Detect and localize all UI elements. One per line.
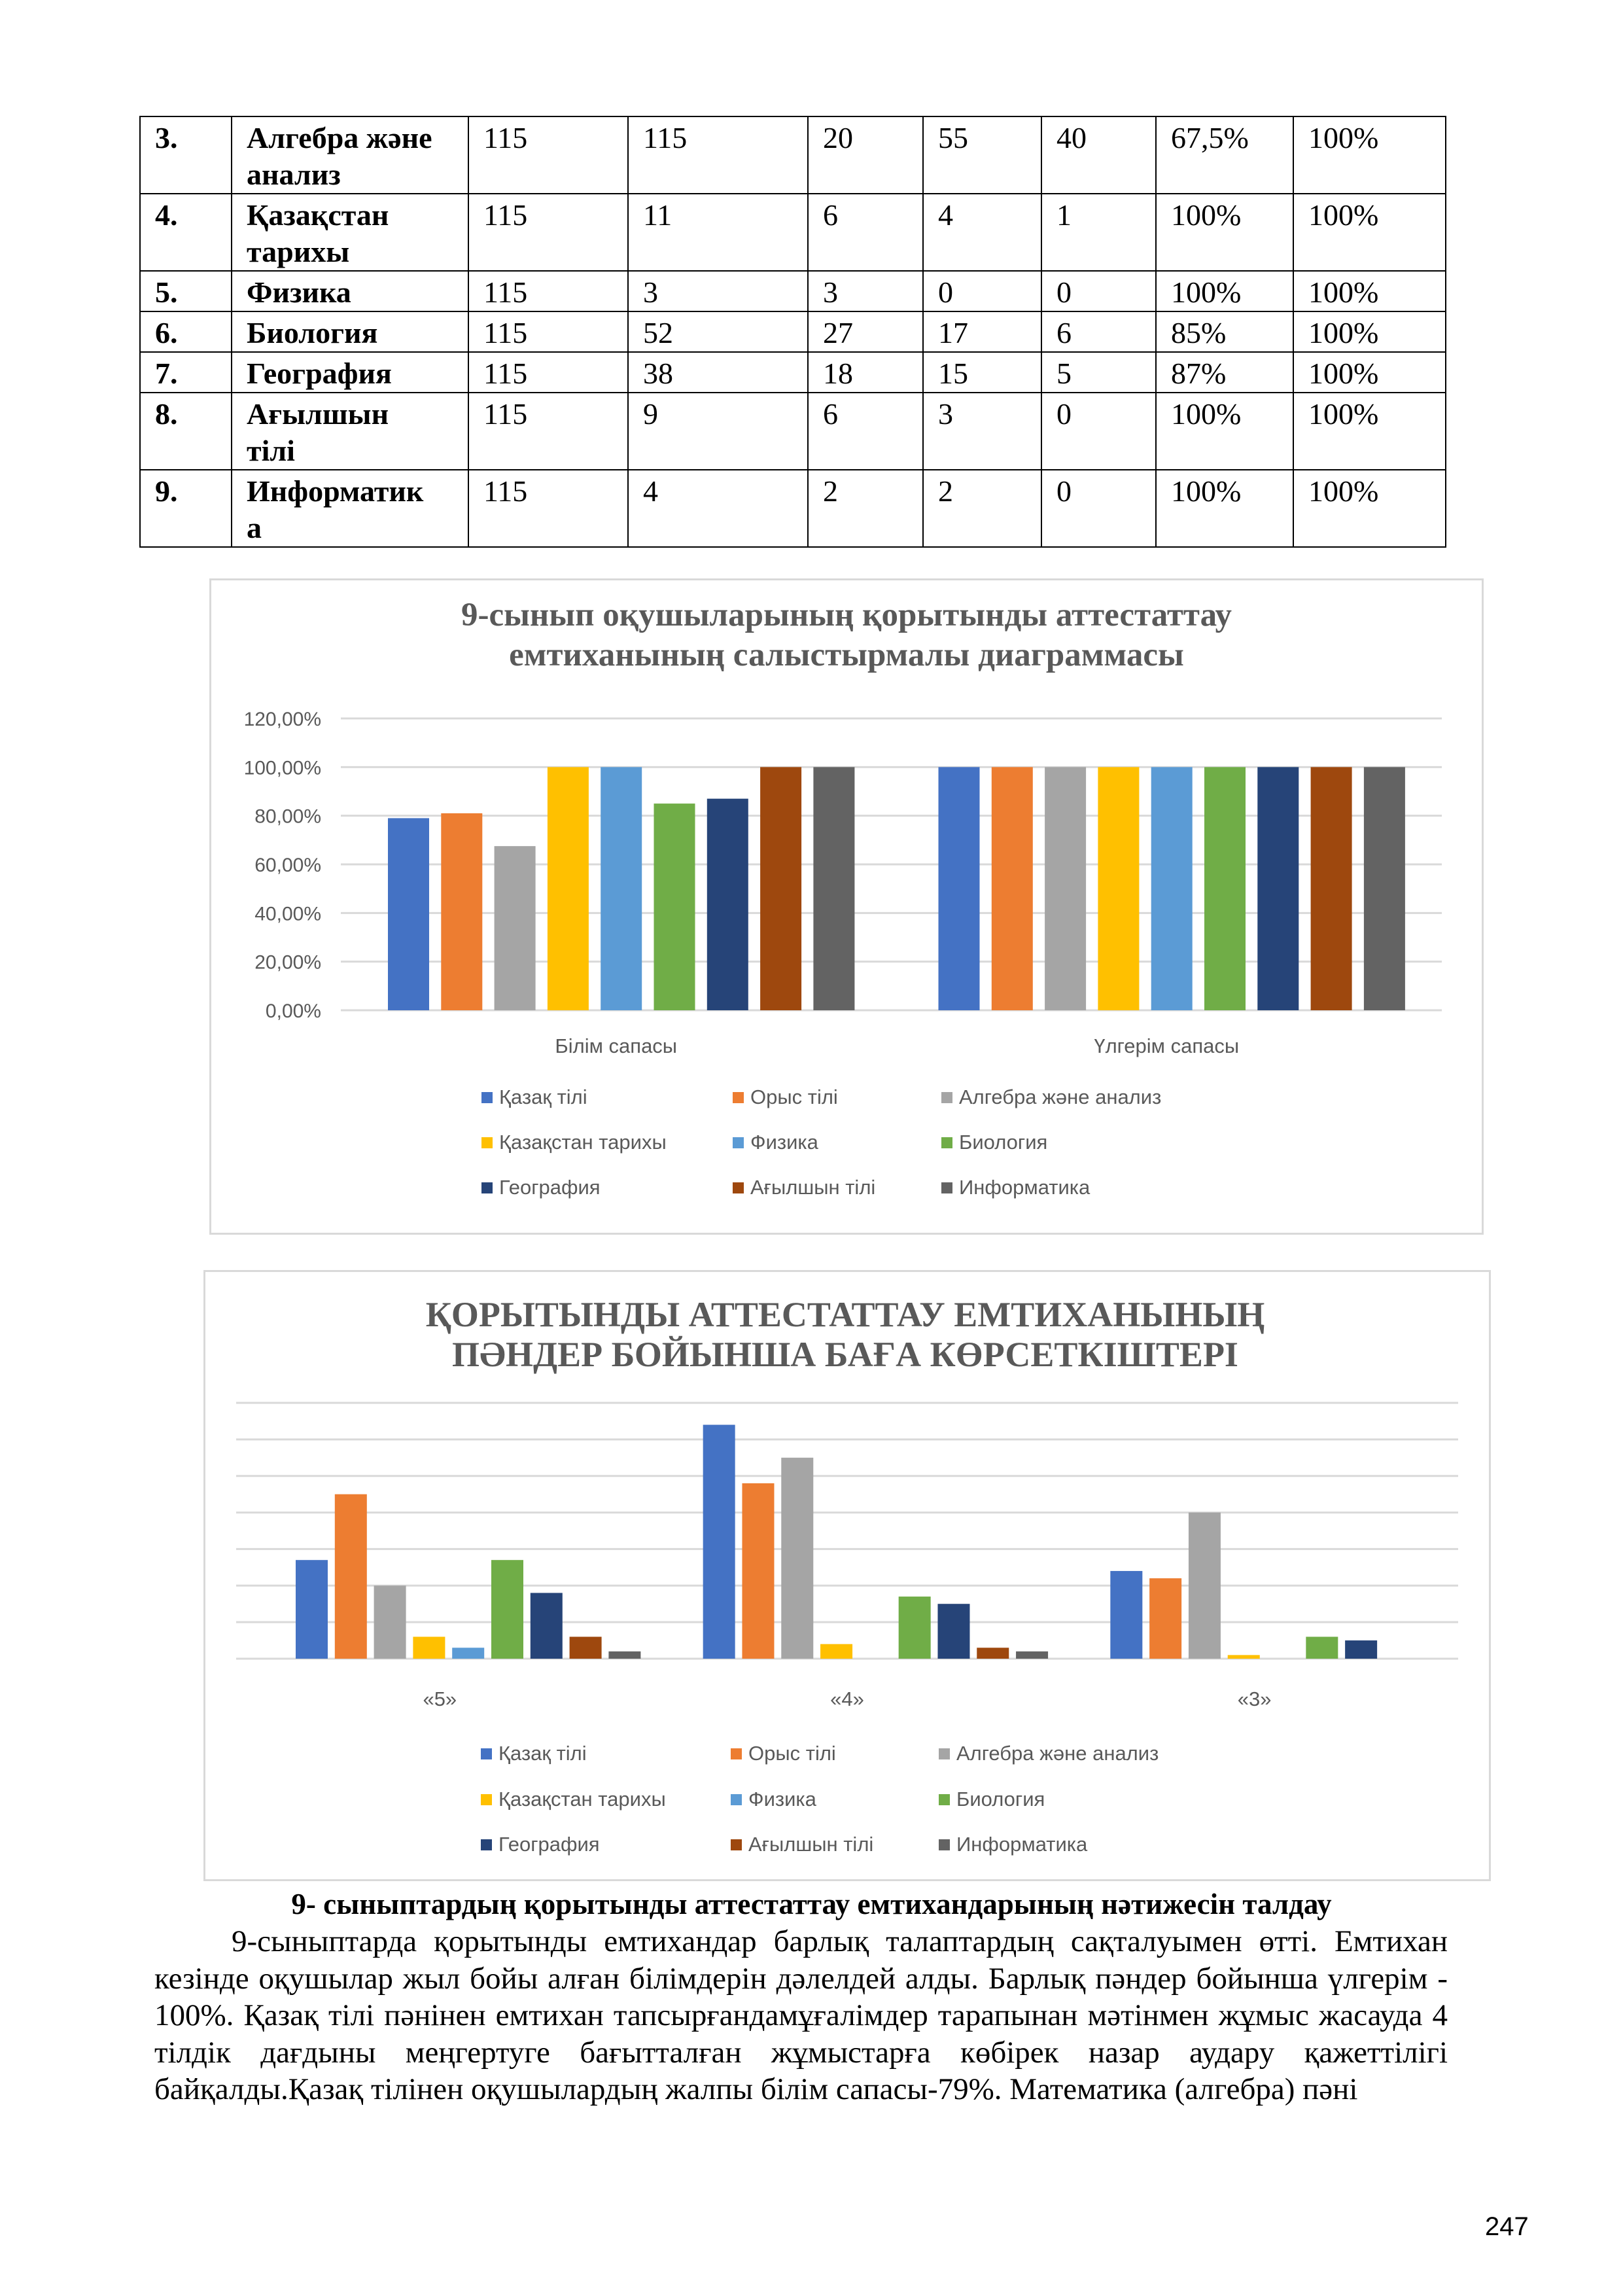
value-cell: 55 xyxy=(923,116,1041,194)
value-cell: 100% xyxy=(1293,352,1446,393)
subject-line: География xyxy=(247,357,392,390)
y-tick-label: 20,00% xyxy=(254,951,321,974)
value-cell: 100% xyxy=(1156,194,1293,271)
y-tick-label: 60,00% xyxy=(254,855,321,876)
subject-cell xyxy=(232,470,468,547)
bar xyxy=(413,1636,445,1659)
y-tick-label: 80,00% xyxy=(254,805,321,828)
quality-comparison-chart xyxy=(209,578,1484,1235)
legend-label: Орыс тілі xyxy=(750,1086,838,1108)
bar xyxy=(608,1651,640,1659)
bar xyxy=(1149,1578,1181,1659)
bar xyxy=(1257,767,1299,1010)
y-tick-label: 40,00% xyxy=(254,903,321,925)
legend-label: География xyxy=(499,1176,601,1199)
value-cell: 52 xyxy=(628,311,808,352)
bar xyxy=(1311,767,1352,1010)
legend-swatch xyxy=(733,1137,744,1148)
value-cell: 115 xyxy=(468,393,628,470)
bar xyxy=(707,799,748,1010)
table-row xyxy=(140,393,1446,470)
value-cell: 100% xyxy=(1156,470,1293,547)
subject-line: Қазақстан xyxy=(247,198,389,232)
bar xyxy=(760,767,801,1010)
legend-label: Қазақстан тарихы xyxy=(499,1131,667,1154)
value-cell: 100% xyxy=(1293,393,1446,470)
category-label: «4» xyxy=(830,1687,864,1710)
legend-swatch xyxy=(733,1182,744,1193)
subject-line: тілі xyxy=(247,434,295,467)
value-cell: 0 xyxy=(1041,393,1156,470)
legend-label: География xyxy=(498,1833,600,1856)
bar xyxy=(1306,1636,1338,1659)
subject-cell xyxy=(232,352,468,393)
value-cell: 20 xyxy=(808,116,923,194)
value-cell: 15 xyxy=(923,352,1041,393)
bar xyxy=(1345,1640,1377,1659)
chart-title-line: ПӘНДЕР БОЙЫНША БАҒА КӨРСЕТКІШТЕРІ xyxy=(452,1335,1238,1374)
legend-swatch xyxy=(941,1182,952,1193)
value-cell: 100% xyxy=(1156,271,1293,311)
bar xyxy=(335,1494,367,1659)
legend-label: Қазақ тілі xyxy=(498,1742,587,1765)
legend-label: Физика xyxy=(750,1131,818,1154)
value-cell: 87% xyxy=(1156,352,1293,393)
bar xyxy=(570,1636,602,1659)
value-cell: 100% xyxy=(1293,470,1446,547)
value-cell: 0 xyxy=(1041,470,1156,547)
category-label: Үлгерім сапасы xyxy=(1094,1034,1240,1057)
bar xyxy=(977,1648,1009,1659)
grade-distribution-chart-svg xyxy=(205,1272,1489,1879)
value-cell: 115 xyxy=(468,194,628,271)
y-tick-label: 120,00% xyxy=(243,709,321,730)
subject-cell xyxy=(232,311,468,352)
bar xyxy=(1016,1651,1048,1659)
table-row xyxy=(140,194,1446,271)
table-body xyxy=(140,116,1446,547)
legend-swatch xyxy=(731,1748,742,1759)
value-cell: 100% xyxy=(1293,311,1446,352)
subject-cell xyxy=(232,116,468,194)
bar xyxy=(388,818,429,1010)
chart-title-line: 9-сынып оқушыларының қорытынды аттестаттау xyxy=(461,597,1232,633)
bar xyxy=(992,767,1033,1010)
table-row xyxy=(140,271,1446,311)
subject-line: а xyxy=(247,511,262,544)
legend-label: Информатика xyxy=(959,1176,1091,1199)
subject-line: Ағылшын xyxy=(247,397,389,431)
value-cell: 5 xyxy=(1041,352,1156,393)
row-number-cell: 3. xyxy=(140,116,232,194)
row-number-cell: 4. xyxy=(140,194,232,271)
value-cell: 6 xyxy=(808,194,923,271)
value-cell: 100% xyxy=(1293,194,1446,271)
value-cell: 9 xyxy=(628,393,808,470)
subject-line: Информатик xyxy=(247,474,424,508)
legend-swatch xyxy=(939,1839,950,1850)
value-cell: 115 xyxy=(468,271,628,311)
row-number-cell: 9. xyxy=(140,470,232,547)
legend-swatch xyxy=(939,1748,950,1759)
value-cell: 6 xyxy=(1041,311,1156,352)
subject-cell xyxy=(232,393,468,470)
section-heading: 9- сыныптардың қорытынды аттестаттау емтихандарының нәтижесін талдау xyxy=(291,1888,1332,1920)
legend-label: Биология xyxy=(959,1131,1048,1154)
table-row xyxy=(140,116,1446,194)
bar xyxy=(939,767,980,1010)
value-cell: 2 xyxy=(923,470,1041,547)
legend-swatch xyxy=(941,1092,952,1103)
bar xyxy=(495,846,536,1010)
value-cell: 100% xyxy=(1293,116,1446,194)
bar xyxy=(820,1644,852,1659)
bar xyxy=(1204,767,1246,1010)
value-cell: 11 xyxy=(628,194,808,271)
subject-line: Биология xyxy=(247,316,378,349)
row-number-cell: 7. xyxy=(140,352,232,393)
table-row xyxy=(140,311,1446,352)
legend-swatch xyxy=(481,1748,492,1759)
quality-comparison-chart-svg xyxy=(211,580,1482,1233)
table-row xyxy=(140,470,1446,547)
page-number: 247 xyxy=(1485,2212,1529,2241)
row-number-cell: 8. xyxy=(140,393,232,470)
value-cell: 0 xyxy=(1041,271,1156,311)
subject-line: тарихы xyxy=(247,235,350,268)
y-tick-label: 0,00% xyxy=(265,1000,321,1022)
table-row xyxy=(140,352,1446,393)
category-label: Білім сапасы xyxy=(555,1034,678,1057)
legend-label: Биология xyxy=(956,1788,1045,1810)
bar xyxy=(1110,1571,1142,1659)
value-cell: 100% xyxy=(1156,393,1293,470)
legend-swatch xyxy=(481,1092,493,1103)
bar xyxy=(781,1458,813,1659)
legend-label: Физика xyxy=(748,1788,816,1810)
value-cell: 115 xyxy=(468,470,628,547)
y-tick-label: 100,00% xyxy=(243,757,321,779)
value-cell: 27 xyxy=(808,311,923,352)
legend-swatch xyxy=(481,1839,492,1850)
value-cell: 3 xyxy=(808,271,923,311)
value-cell: 0 xyxy=(923,271,1041,311)
bar xyxy=(937,1604,969,1659)
legend-swatch xyxy=(481,1794,492,1805)
body-text: 9-сыныптарда қорытынды емтихандар барлық талаптардың сақталуымен өтті. Емтихан кезінде оқушылар жыл бойы алған білімдерін дәлелдей алды. Барлық пәндер бойынша үлгерім - 100%. Қазақ тілі пәнінен емтихан тапсырғандамұғалімдер тарапынан мәтінмен жұмыс жасауда 4 тілдік дағдыны меңгертуге бағытталған жұмыстарға көбірек назар аудару қажеттілігі байқалды.Қазақ тілінен оқушылардың жалпы білім сапасы-79%. Математика (алгебра) пәні xyxy=(154,1924,1448,2106)
legend-swatch xyxy=(941,1137,952,1148)
chart-title-line: ҚОРЫТЫНДЫ АТТЕСТАТТАУ ЕМТИХАНЫНЫҢ xyxy=(425,1295,1265,1334)
bar xyxy=(296,1560,328,1659)
subject-line: анализ xyxy=(247,158,341,191)
bar xyxy=(1189,1513,1221,1659)
value-cell: 3 xyxy=(628,271,808,311)
legend-label: Алгебра және анализ xyxy=(956,1742,1159,1765)
subject-line: Алгебра және xyxy=(247,121,432,154)
row-number-cell: 6. xyxy=(140,311,232,352)
category-label: «3» xyxy=(1237,1687,1272,1710)
legend-label: Ағылшын тілі xyxy=(748,1833,874,1856)
bar xyxy=(654,804,695,1010)
bar xyxy=(1151,767,1193,1010)
bar xyxy=(742,1483,774,1659)
value-cell: 3 xyxy=(923,393,1041,470)
bar xyxy=(1098,767,1139,1010)
legend-swatch xyxy=(731,1794,742,1805)
bar xyxy=(601,767,642,1010)
legend-swatch xyxy=(481,1182,493,1193)
subject-line: Физика xyxy=(247,275,351,309)
legend-label: Қазақстан тарихы xyxy=(498,1788,666,1810)
legend-label: Орыс тілі xyxy=(748,1742,836,1765)
value-cell: 67,5% xyxy=(1156,116,1293,194)
legend-label: Ағылшын тілі xyxy=(750,1176,876,1199)
value-cell: 115 xyxy=(468,352,628,393)
results-table xyxy=(139,116,1446,548)
legend-label: Информатика xyxy=(956,1833,1088,1856)
value-cell: 18 xyxy=(808,352,923,393)
legend-swatch xyxy=(731,1839,742,1850)
value-cell: 100% xyxy=(1293,271,1446,311)
bar xyxy=(531,1593,563,1659)
row-number-cell: 5. xyxy=(140,271,232,311)
legend-swatch xyxy=(939,1794,950,1805)
legend-label: Қазақ тілі xyxy=(499,1086,587,1108)
bar xyxy=(703,1425,735,1659)
legend-label: Алгебра және анализ xyxy=(959,1086,1162,1108)
value-cell: 4 xyxy=(628,470,808,547)
bar xyxy=(1364,767,1405,1010)
grade-distribution-chart xyxy=(203,1270,1491,1881)
bar xyxy=(374,1585,406,1659)
bar xyxy=(813,767,854,1010)
value-cell: 115 xyxy=(468,311,628,352)
bar xyxy=(548,767,589,1010)
subject-cell xyxy=(232,194,468,271)
value-cell: 115 xyxy=(468,116,628,194)
value-cell: 38 xyxy=(628,352,808,393)
chart-title-line: емтиханының салыстырмалы диаграммасы xyxy=(509,637,1184,673)
subject-cell xyxy=(232,271,468,311)
value-cell: 17 xyxy=(923,311,1041,352)
legend-swatch xyxy=(481,1137,493,1148)
bar xyxy=(491,1560,523,1659)
value-cell: 40 xyxy=(1041,116,1156,194)
value-cell: 1 xyxy=(1041,194,1156,271)
bar xyxy=(899,1597,931,1659)
value-cell: 85% xyxy=(1156,311,1293,352)
legend-swatch xyxy=(733,1092,744,1103)
bar xyxy=(1228,1655,1260,1659)
value-cell: 115 xyxy=(628,116,808,194)
value-cell: 4 xyxy=(923,194,1041,271)
bar xyxy=(1045,767,1086,1010)
category-label: «5» xyxy=(423,1687,457,1710)
value-cell: 2 xyxy=(808,470,923,547)
bar xyxy=(441,813,482,1010)
value-cell: 6 xyxy=(808,393,923,470)
bar xyxy=(452,1648,484,1659)
